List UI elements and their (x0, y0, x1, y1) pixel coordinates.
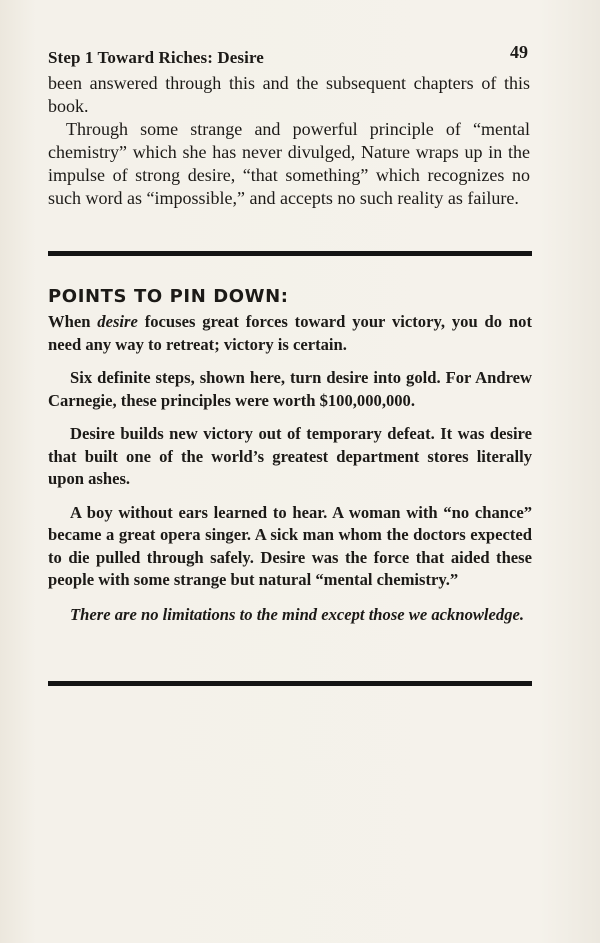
point-item: Six definite steps, shown here, turn desire into gold. For Andrew Carnegie, these principles were worth $100,000,000. (48, 368, 532, 410)
body-paragraph: been answered through this and the subsequent chapters of this book. (48, 73, 530, 116)
point-item: Desire builds new victory out of temporary defeat. It was desire that built one of the world’s greatest department stores literally upon ashes. (48, 424, 532, 488)
running-head (48, 42, 528, 70)
body-paragraph: Through some strange and powerful principle of “mental chemistry” which she has never divulged, Nature wraps up in the impulse of strong desire, “that something” which recognizes no such word as “impossible,” and accepts no such reality as failure. (48, 119, 530, 208)
points-heading: POINTS TO PIN DOWN: (48, 286, 289, 307)
points-closing: There are no limitations to the mind except those we acknowledge. (70, 604, 525, 624)
point-emphasis: desire (97, 312, 138, 331)
body-text (48, 72, 530, 210)
point-text: When (48, 312, 98, 331)
point-item: A boy without ears learned to hear. A woman with “no chance” became a great opera singer. A sick man whom the doctors expected to die pulled through safely. Desire was the force that aided these people with some strange but natural “mental chemistry.” (48, 502, 532, 589)
page-number: 49 (510, 42, 528, 62)
point-text: focuses great forces toward your victory, you do not need any way to retreat; victory is certain. (48, 312, 532, 354)
section-rule-top (48, 251, 532, 256)
section-rule-bottom (48, 681, 532, 686)
point-item (48, 311, 532, 356)
points-list (48, 311, 532, 637)
running-title: Step 1 Toward Riches: Desire (48, 48, 264, 67)
